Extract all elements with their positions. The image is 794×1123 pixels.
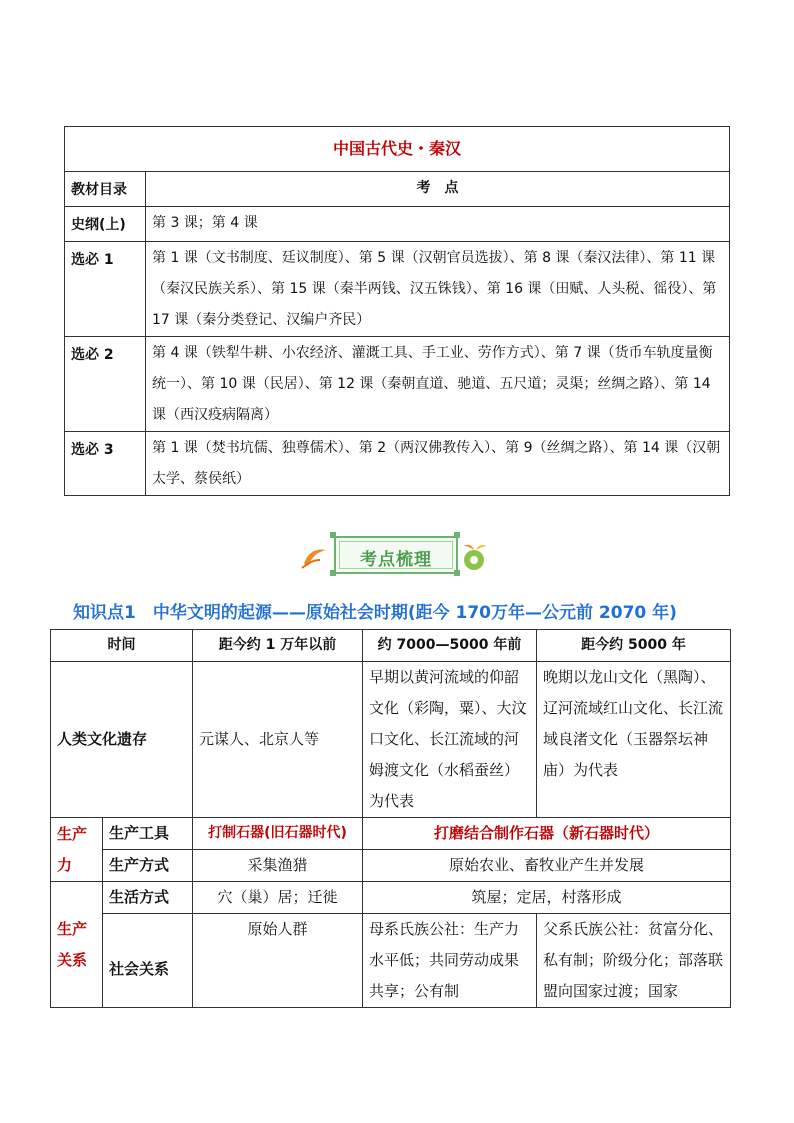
- header-time: 时间: [51, 630, 193, 662]
- toc-row: [65, 337, 730, 432]
- tools-period-1: 打制石器(旧石器时代): [193, 818, 363, 850]
- toc-row-label: 史纲(上): [65, 207, 146, 242]
- header-period-1: 距今约 1 万年以前: [193, 630, 363, 662]
- social-row: [51, 914, 731, 1008]
- header-period-2: 约 7000—5000 年前: [363, 630, 537, 662]
- section-banner: [300, 530, 490, 582]
- toc-row: [65, 432, 730, 496]
- toc-title-row: [65, 127, 730, 172]
- origins-header-row: [51, 630, 731, 662]
- social-period-3: 父系氏族公社：贫富分化、私有制；阶级分化；部落联盟向国家过渡；国家: [537, 914, 731, 1008]
- tools-period-2: 打磨结合制作石器（新石器时代）: [363, 818, 731, 850]
- toc-title: 中国古代史・秦汉: [65, 127, 730, 172]
- toc-table: [64, 126, 730, 496]
- toc-row-content: 第 1 课（焚书坑儒、独尊儒术）、第 2（两汉佛教传入）、第 9（丝绸之路）、第 14 课（汉朝太学、蔡侯纸）: [146, 432, 730, 496]
- heritage-period-2: 早期以黄河流域的仰韶文化（彩陶，粟）、大汶口文化、长江流域的河姆渡文化（水稻蚕丝）为代表: [363, 662, 537, 818]
- life-period-2: 筑屋；定居，村落形成: [363, 882, 731, 914]
- heritage-period-1: 元谋人、北京人等: [193, 662, 363, 818]
- mode-period-1: 采集渔猎: [193, 850, 363, 882]
- heritage-row: [51, 662, 731, 818]
- knowledge-point-heading: 知识点1 中华文明的起源——原始社会时期(距今 170万年—公元前 2070 年): [73, 603, 677, 623]
- productive-forces-label: 生产力: [51, 818, 103, 882]
- toc-row: [65, 242, 730, 337]
- toc-header-textbook: 教材目录: [65, 172, 146, 207]
- toc-header-row: [65, 172, 730, 207]
- relations-label: 生产关系: [51, 882, 103, 1008]
- heritage-period-3: 晚期以龙山文化（黑陶）、辽河流域红山文化、长江流域良渚文化（玉器祭坛神庙）为代表: [537, 662, 731, 818]
- origins-table: [50, 629, 731, 1008]
- toc-header-points: 考 点: [146, 172, 730, 207]
- social-label: 社会关系: [103, 914, 193, 1008]
- banner-title: 考点梳理: [360, 550, 432, 570]
- toc-row-content: 第 3 课；第 4 课: [146, 207, 730, 242]
- leaf-swirl-icon: [300, 540, 330, 570]
- mode-period-2: 原始农业、畜牧业产生并发展: [363, 850, 731, 882]
- toc-row: [65, 207, 730, 242]
- header-period-3: 距今约 5000 年: [537, 630, 731, 662]
- toc-row-content: 第 1 课（文书制度、廷议制度）、第 5 课（汉朝官员选拔）、第 8 课（秦汉法律）、第 11 课（秦汉民族关系）、第 15 课（秦半两钱、汉五铢钱）、第 16 课（田赋、人头税、徭役）、第 17 课（秦分类登记、汉编户齐民）: [146, 242, 730, 337]
- banner-frame: [334, 536, 458, 574]
- tools-row: [51, 818, 731, 850]
- toc-row-label: 选必 3: [65, 432, 146, 496]
- sprout-ball-icon: [460, 540, 490, 572]
- life-row: [51, 882, 731, 914]
- toc-row-label: 选必 2: [65, 337, 146, 432]
- heritage-label: 人类文化遗存: [51, 662, 193, 818]
- life-period-1: 穴（巢）居；迁徙: [193, 882, 363, 914]
- tools-label: 生产工具: [103, 818, 193, 850]
- toc-row-label: 选必 1: [65, 242, 146, 337]
- mode-label: 生产方式: [103, 850, 193, 882]
- social-period-2: 母系氏族公社：生产力水平低；共同劳动成果共享；公有制: [363, 914, 537, 1008]
- life-label: 生活方式: [103, 882, 193, 914]
- social-period-1: 原始人群: [193, 914, 363, 1008]
- toc-row-content: 第 4 课（铁犁牛耕、小农经济、灌溉工具、手工业、劳作方式）、第 7 课（货币车轨度量衡统一）、第 10 课（民居）、第 12 课（秦朝直道、驰道、五尺道；灵渠；丝绸之路）、第 14 课（西汉疫病隔离）: [146, 337, 730, 432]
- mode-row: [51, 850, 731, 882]
